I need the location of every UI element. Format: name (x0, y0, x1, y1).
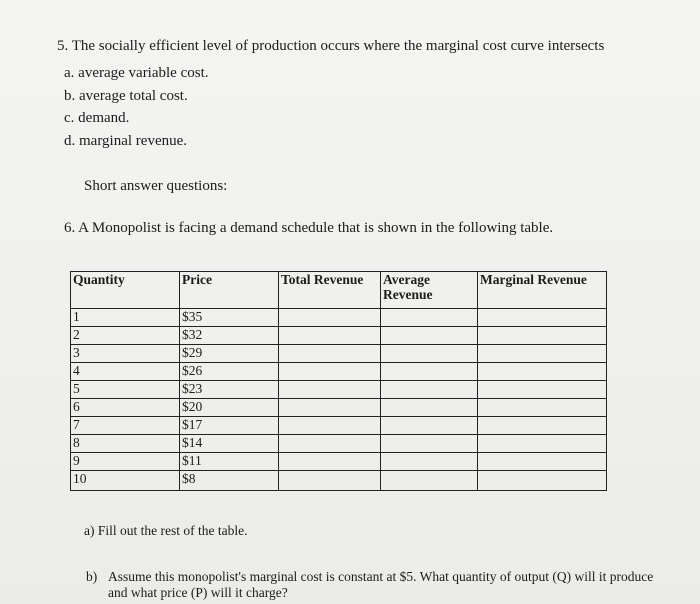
cell-price: $32 (180, 327, 279, 345)
cell-quantity: 4 (71, 363, 180, 381)
header-total-revenue: Total Revenue (279, 272, 381, 309)
cell-average-revenue (381, 381, 478, 399)
cell-average-revenue (381, 471, 478, 491)
header-quantity: Quantity (71, 272, 180, 309)
question-5-stem: 5. The socially efficient level of production occurs where the marginal cost curve intersects (57, 38, 605, 54)
cell-quantity: 7 (71, 417, 180, 435)
table-row (71, 435, 607, 453)
cell-quantity: 3 (71, 345, 180, 363)
header-average-revenue-line2: Revenue (383, 287, 433, 302)
table-row (71, 453, 607, 471)
question-5-option-b: b. average total cost. (64, 88, 188, 104)
cell-price: $11 (180, 453, 279, 471)
cell-price: $35 (180, 309, 279, 327)
cell-quantity: 5 (71, 381, 180, 399)
cell-average-revenue (381, 363, 478, 381)
cell-total-revenue (279, 399, 381, 417)
cell-marginal-revenue (478, 381, 607, 399)
cell-total-revenue (279, 453, 381, 471)
table-header-row (71, 272, 607, 309)
cell-marginal-revenue (478, 363, 607, 381)
question-5-option-c: c. demand. (64, 110, 130, 126)
question-6-part-b-text: Assume this monopolist's marginal cost is constant at $5. What quantity of output (Q) will it produce and what price (P) will it charge? (108, 569, 654, 600)
cell-marginal-revenue (478, 327, 607, 345)
cell-quantity: 8 (71, 435, 180, 453)
cell-total-revenue (279, 309, 381, 327)
question-5-option-d: d. marginal revenue. (64, 133, 188, 149)
header-marginal-revenue: Marginal Revenue (478, 272, 607, 309)
cell-quantity: 9 (71, 453, 180, 471)
cell-quantity: 6 (71, 399, 180, 417)
cell-average-revenue (381, 345, 478, 363)
cell-total-revenue (279, 435, 381, 453)
cell-total-revenue (279, 381, 381, 399)
cell-average-revenue (381, 309, 478, 327)
cell-price: $17 (180, 417, 279, 435)
question-6-stem: 6. A Monopolist is facing a demand schedule that is shown in the following table. (64, 220, 554, 236)
table-row (71, 327, 607, 345)
table-row (71, 345, 607, 363)
header-average-revenue-line1: Average (383, 272, 430, 287)
cell-marginal-revenue (478, 453, 607, 471)
question-5 (57, 38, 605, 149)
cell-quantity: 1 (71, 309, 180, 327)
cell-average-revenue (381, 435, 478, 453)
cell-price: $26 (180, 363, 279, 381)
cell-average-revenue (381, 399, 478, 417)
cell-marginal-revenue (478, 309, 607, 327)
cell-quantity: 2 (71, 327, 180, 345)
question-5-option-a: a. average variable cost. (64, 65, 209, 81)
cell-total-revenue (279, 363, 381, 381)
cell-marginal-revenue (478, 399, 607, 417)
demand-schedule-table (70, 271, 607, 491)
cell-price: $29 (180, 345, 279, 363)
table-row (71, 381, 607, 399)
cell-average-revenue (381, 327, 478, 345)
cell-total-revenue (279, 345, 381, 363)
cell-marginal-revenue (478, 345, 607, 363)
cell-total-revenue (279, 327, 381, 345)
cell-price: $23 (180, 381, 279, 399)
cell-price: $8 (180, 471, 279, 491)
short-answer-heading: Short answer questions: (84, 178, 228, 194)
cell-quantity: 10 (71, 471, 180, 491)
question-6-part-b-label: b) (86, 569, 98, 584)
header-average-revenue (381, 272, 478, 309)
cell-average-revenue (381, 417, 478, 435)
cell-marginal-revenue (478, 417, 607, 435)
cell-average-revenue (381, 453, 478, 471)
question-6-part-a: a) Fill out the rest of the table. (84, 523, 248, 538)
cell-marginal-revenue (478, 471, 607, 491)
cell-price: $20 (180, 399, 279, 417)
table-row (71, 309, 607, 327)
cell-total-revenue (279, 417, 381, 435)
table-row (71, 363, 607, 381)
table-row (71, 399, 607, 417)
cell-marginal-revenue (478, 435, 607, 453)
table-row (71, 471, 607, 491)
cell-total-revenue (279, 471, 381, 491)
cell-price: $14 (180, 435, 279, 453)
header-price: Price (180, 272, 279, 309)
table-row (71, 417, 607, 435)
